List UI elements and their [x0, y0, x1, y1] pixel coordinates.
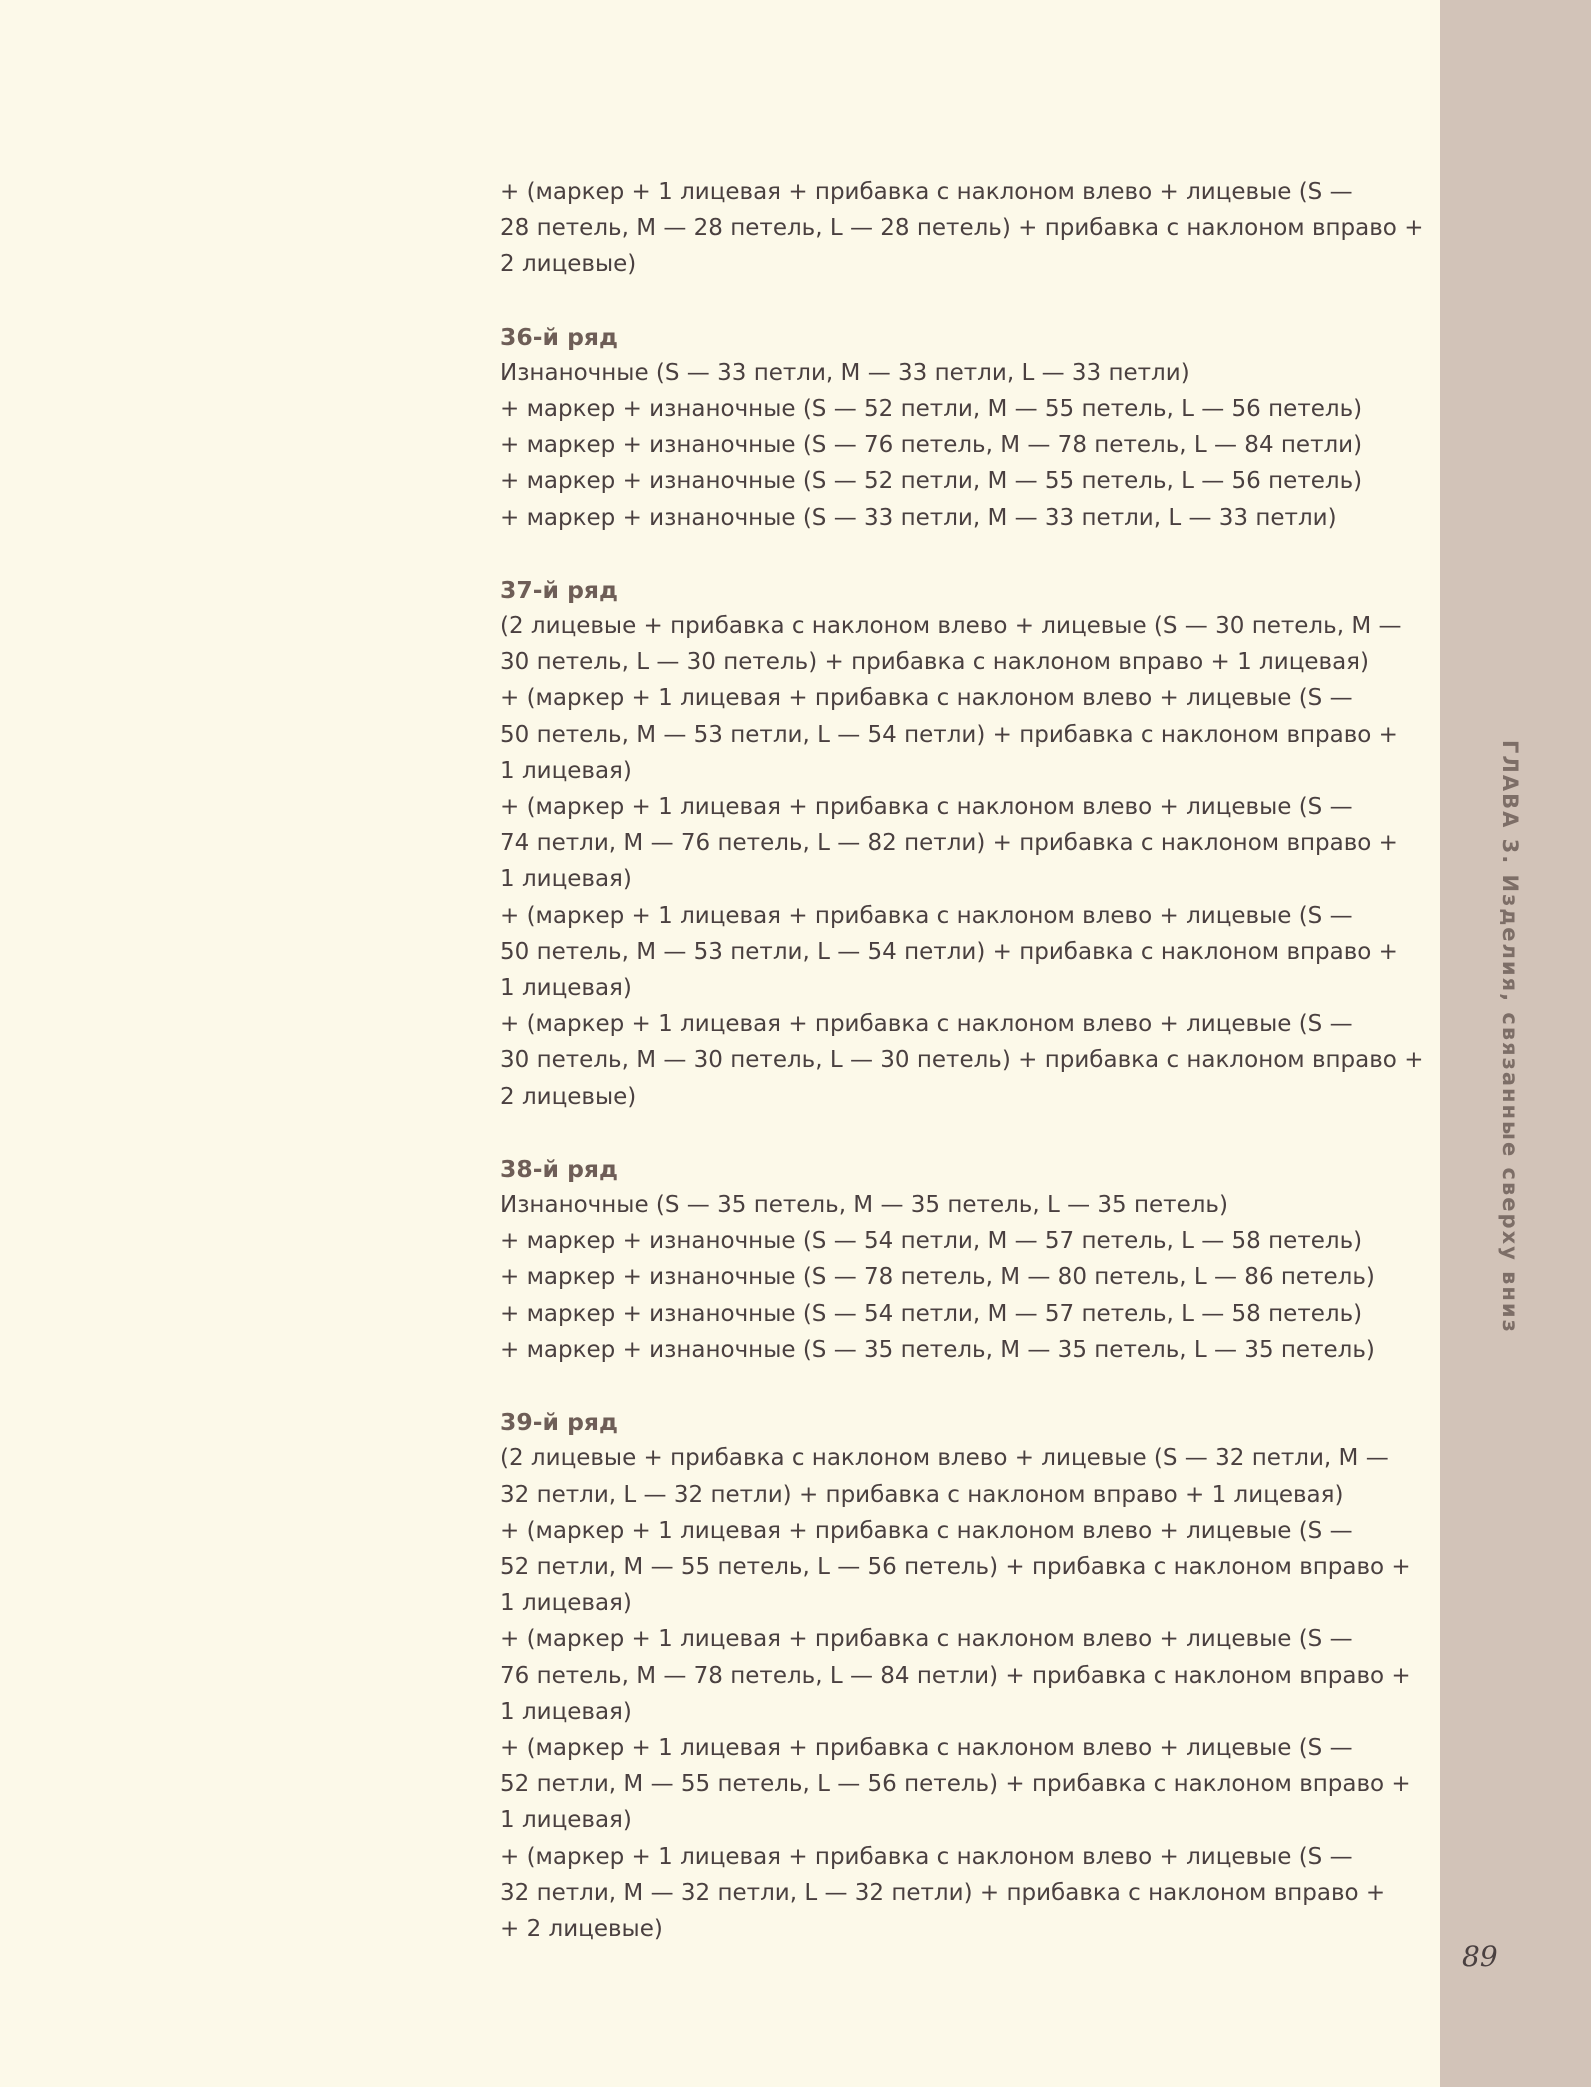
text-line: + маркер + изнаночные (S — 76 петель, M — 78 петель, L — 84 петли)	[500, 432, 1363, 459]
text-line: 28 петель, M — 28 петель, L — 28 петель) + прибавка с наклоном вправо +	[500, 215, 1424, 242]
page-content	[500, 174, 1424, 1983]
row-36-block	[500, 319, 1410, 536]
row-heading: 37-й ряд	[500, 575, 618, 604]
text-line: + маркер + изнаночные (S — 52 петли, M — 55 петель, L — 56 петель)	[500, 396, 1363, 423]
text-line: + (маркер + 1 лицевая + прибавка с наклоном влево + лицевые (S —	[500, 1011, 1353, 1038]
text-line: + маркер + изнаночные (S — 35 петель, M — 35 петель, L — 35 петель)	[500, 1336, 1375, 1363]
text-line: 1 лицевая)	[500, 757, 632, 784]
text-line: + (маркер + 1 лицевая + прибавка с наклоном влево + лицевые (S —	[500, 794, 1353, 821]
text-line: 1 лицевая)	[500, 1807, 632, 1834]
text-line: + 2 лицевые)	[500, 1915, 663, 1942]
text-line: + маркер + изнаночные (S — 78 петель, M — 80 петель, L — 86 петель)	[500, 1264, 1375, 1291]
text-line: + (маркер + 1 лицевая + прибавка с наклоном влево + лицевые (S —	[500, 685, 1353, 712]
text-line: 2 лицевые)	[500, 1083, 637, 1110]
chapter-title: ГЛАВА 3. Изделия, связанные сверху вниз	[1498, 740, 1522, 1334]
text-line: + маркер + изнаночные (S — 54 петли, M — 57 петель, L — 58 петель)	[500, 1300, 1363, 1327]
text-line: 32 петли, L — 32 петли) + прибавка с наклоном вправо + 1 лицевая)	[500, 1481, 1344, 1508]
text-line: + (маркер + 1 лицевая + прибавка с наклоном влево + лицевые (S —	[500, 1734, 1353, 1761]
text-line: 52 петли, M — 55 петель, L — 56 петель) + прибавка с наклоном вправо +	[500, 1771, 1411, 1798]
text-line: 1 лицевая)	[500, 975, 632, 1002]
row-39-block	[500, 1404, 1410, 1947]
text-line: + (маркер + 1 лицевая + прибавка с наклоном влево + лицевые (S —	[500, 1517, 1353, 1544]
text-line: 32 петли, M — 32 петли, L — 32 петли) + прибавка с наклоном вправо +	[500, 1879, 1386, 1906]
text-line: 50 петель, M — 53 петли, L — 54 петли) + прибавка с наклоном вправо +	[500, 938, 1398, 965]
page-number: 89	[1462, 1940, 1498, 1973]
text-line: 52 петли, M — 55 петель, L — 56 петель) + прибавка с наклоном вправо +	[500, 1553, 1411, 1580]
text-line: 1 лицевая)	[500, 1590, 632, 1617]
row-heading: 36-й ряд	[500, 322, 618, 351]
text-line: + маркер + изнаночные (S — 54 петли, M — 57 петель, L — 58 петель)	[500, 1228, 1363, 1255]
text-line: + (маркер + 1 лицевая + прибавка с наклоном влево + лицевые (S —	[500, 1626, 1353, 1653]
text-line: 2 лицевые)	[500, 251, 637, 278]
intro-block	[500, 174, 1424, 283]
text-line: 30 петель, L — 30 петель) + прибавка с наклоном вправо + 1 лицевая)	[500, 649, 1369, 676]
text-line: + (маркер + 1 лицевая + прибавка с наклоном влево + лицевые (S —	[500, 1843, 1353, 1870]
text-line: (2 лицевые + прибавка с наклоном влево + лицевые (S — 30 петель, M —	[500, 613, 1402, 640]
text-line: + маркер + изнаночные (S — 52 петли, M — 55 петель, L — 56 петель)	[500, 468, 1363, 495]
text-line: Изнаночные (S — 33 петли, M — 33 петли, L — 33 петли)	[500, 359, 1190, 386]
text-line: 1 лицевая)	[500, 1698, 632, 1725]
text-line: 76 петель, M — 78 петель, L — 84 петли) + прибавка с наклоном вправо +	[500, 1662, 1411, 1689]
row-heading: 38-й ряд	[500, 1154, 618, 1183]
text-line: 30 петель, M — 30 петель, L — 30 петель) + прибавка с наклоном вправо +	[500, 1047, 1424, 1074]
text-line: + (маркер + 1 лицевая + прибавка с наклоном влево + лицевые (S —	[500, 902, 1353, 929]
text-line: + маркер + изнаночные (S — 33 петли, M — 33 петли, L — 33 петли)	[500, 504, 1337, 531]
row-38-block	[500, 1151, 1410, 1368]
text-line: 50 петель, M — 53 петли, L — 54 петли) + прибавка с наклоном вправо +	[500, 721, 1398, 748]
text-line: + (маркер + 1 лицевая + прибавка с наклоном влево + лицевые (S —	[500, 179, 1353, 205]
row-37-block	[500, 572, 1424, 1115]
text-line: 1 лицевая)	[500, 866, 632, 893]
row-heading: 39-й ряд	[500, 1408, 618, 1437]
text-line: 74 петли, M — 76 петель, L — 82 петли) + прибавка с наклоном вправо +	[500, 830, 1398, 857]
text-line: (2 лицевые + прибавка с наклоном влево + лицевые (S — 32 петли, M —	[500, 1445, 1389, 1472]
text-line: Изнаночные (S — 35 петель, M — 35 петель, L — 35 петель)	[500, 1192, 1228, 1219]
